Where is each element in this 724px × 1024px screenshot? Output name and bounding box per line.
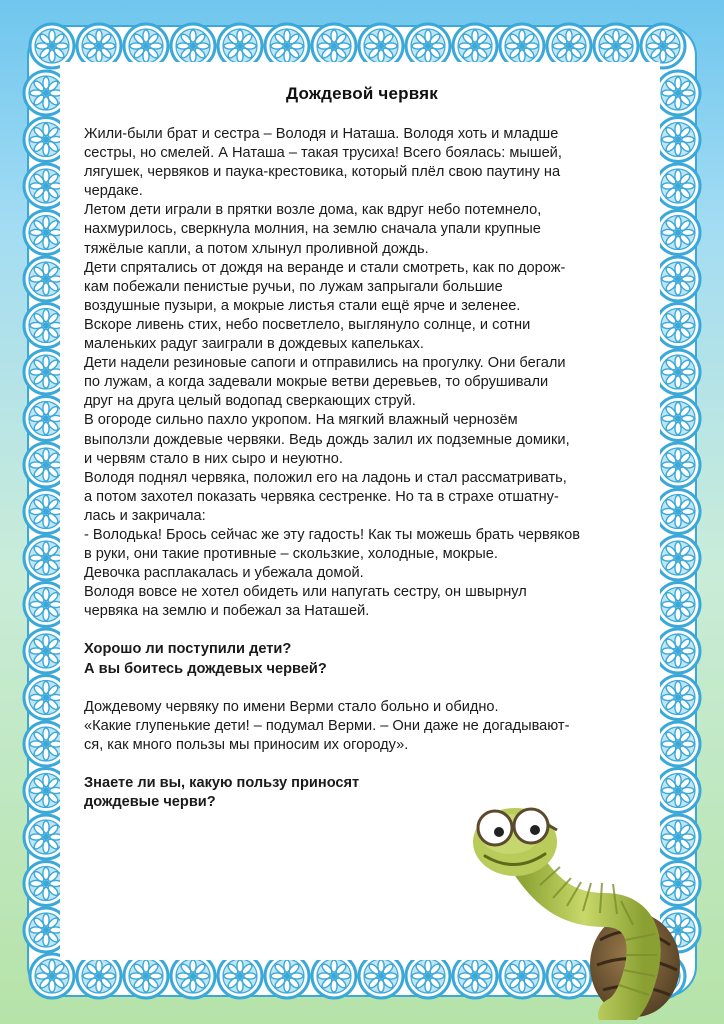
page-title: Дождевой червяк [286,84,438,103]
story-line: нахмурилось, сверкнула молния, на землю сначала упали крупные [84,221,541,238]
story-line: Володя поднял червяка, положил его на ладонь и стал рассматривать, [84,469,567,486]
flower-medallion [77,954,121,998]
story-line: лягушек, червяков и паука-крестовика, который плёл свою паутину на [84,164,561,181]
question-line: А вы боитесь дождевых червей? [84,660,327,677]
story-line: Дети надели резиновые сапоги и отправились на прогулку. Они бегали [84,355,566,372]
story-line: по лужам, а когда задевали мокрые ветви деревьев, то обрушивали [84,374,549,391]
story-paragraph-block [84,125,664,621]
flower-medallion [312,954,356,998]
story-line: Жили-были брат и сестра – Володя и Наташа. Володя хоть и младше [84,126,559,142]
story-line: и червям стало в них сыро и неуютно. [84,450,343,467]
story-line: тяжёлые капли, а потом хлынул проливной дождь. [84,240,429,257]
worm-with-glasses-illustration [455,790,695,1020]
story-line: сестры, но смелей. А Наташа – такая трусиха! Всего боялась: мышей, [84,145,562,162]
story-text [84,125,664,812]
story-line: маленьких радуг заиграли в дождевых капельках. [84,336,424,353]
question-line: Хорошо ли поступили дети? [84,641,292,658]
vermi-line: «Какие глупенькие дети! – подумал Верми. – Они даже не догадывают- [84,717,570,734]
story-line: выползли дождевые червяки. Ведь дождь залил их подземные домики, [84,431,570,448]
story-line: а потом захотел показать червяка сестренке. Но та в страхе отшатну- [84,488,559,505]
story-line: Девочка расплакалась и убежала домой. [84,565,364,582]
flower-medallion [406,954,450,998]
flower-medallion [265,954,309,998]
vermi-line: Дождевому червяку по имени Верми стало больно и обидно. [84,698,499,715]
story-line: Дети спрятались от дождя на веранде и стали смотреть, как по дорож- [84,259,566,276]
story-line: Летом дети играли в прятки возле дома, как вдруг небо потемнело, [84,202,542,219]
flower-medallion [124,954,168,998]
question-line: дождевые черви? [84,794,216,810]
flower-medallion [359,954,403,998]
story-line: червяка на землю и побежал за Наташей. [84,603,370,620]
story-line: чердаке. [84,183,143,200]
story-line: - Володька! Брось сейчас же эту гадость! Как ты можешь брать червяков [84,526,580,543]
story-line: в руки, они такие противные – скользкие, холодные, мокрые. [84,546,498,563]
story-line: воздушные пузыри, а мокрые листья стали ещё ярче и зеленее. [84,297,521,314]
flower-medallion [171,954,215,998]
story-line: кам побежали пенистые ручьи, по лужам запрыгали большие [84,278,503,295]
flower-medallion [218,954,262,998]
story-line: В огороде сильно пахло укропом. На мягкий влажный чернозём [84,412,518,429]
flower-medallion [30,954,74,998]
vermi-line: ся, как много пользы мы приносим их огороду». [84,736,409,753]
story-line: друг на друга целый водопад сверкающих струй. [84,393,416,410]
story-line: лась и закричала: [84,507,206,524]
story-line: Володя вовсе не хотел обидеть или напугать сестру, он швырнул [84,584,527,601]
question-line: Знаете ли вы, какую пользу приносят [84,774,360,791]
story-line: Вскоре ливень стих, небо посветлело, выглянуло солнце, и сотни [84,316,531,333]
vermi-paragraph [84,698,664,755]
questions-block-1 [84,640,664,678]
